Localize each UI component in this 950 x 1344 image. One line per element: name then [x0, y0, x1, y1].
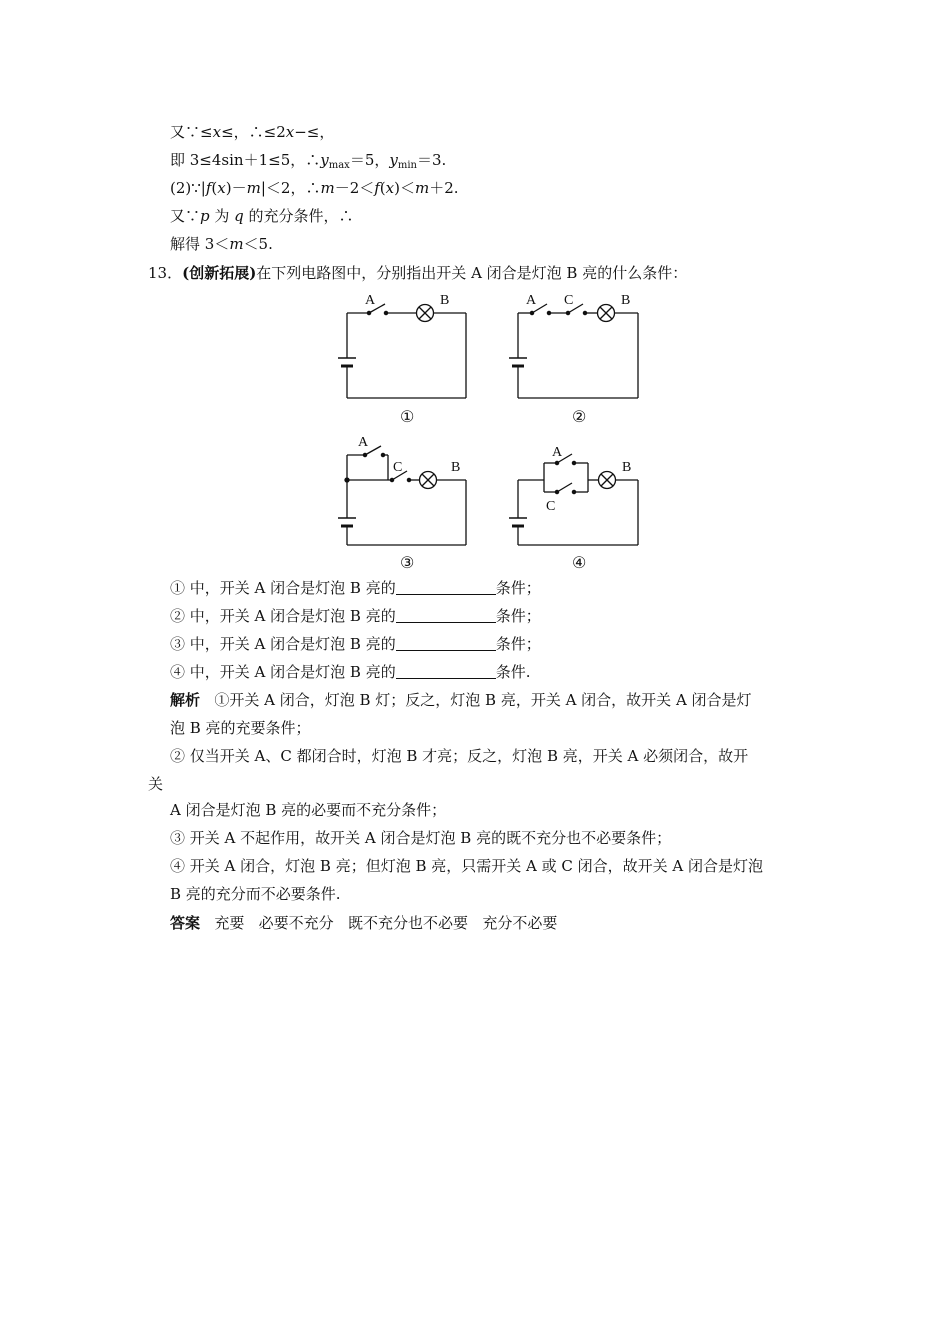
circuit-diagrams [0, 280, 950, 580]
circuit-3-caption: ③ [400, 555, 415, 572]
solution-line-3: (2)∵|f(x)－m|＜2，∴m－2＜f(x)＜m＋2. [170, 179, 459, 197]
solution-line-2: 即 3≤4sin＋1≤5，$\therefore y_{max}=5$，$y_{min}=3$. [170, 151, 447, 171]
circuit-1-label-a: A [365, 293, 376, 308]
analysis-label: 解析 [170, 691, 201, 709]
analysis-line-4: 关 [148, 775, 164, 793]
analysis-line-2: 泡 B 亮的充要条件； [170, 719, 311, 737]
analysis-line-5: A 闭合是灯泡 B 亮的必要而不充分条件； [170, 801, 447, 819]
analysis-line-8: B 亮的充分而不必要条件. [170, 885, 341, 903]
analysis-line-3: ② 仅当开关 A、C 都闭合时，灯泡 B 才亮；反之，灯泡 B 亮，开关 A 必须闭合，故开 [170, 747, 749, 765]
fill-line-4: ④ 中，开关 A 闭合是灯泡 B 亮的 条件. [170, 663, 531, 681]
circuit-2-label-c: C [564, 293, 574, 308]
circuit-1-label-b: B [440, 293, 450, 308]
circuit-3-label-a: A [358, 435, 369, 450]
circuit-4-caption: ④ [572, 555, 587, 572]
solution-line-5: 解得 3＜m＜5. [170, 235, 273, 253]
answer-blank[interactable] [396, 665, 496, 679]
circuit-4-label-a: A [552, 445, 563, 460]
answer-label: 答案 [170, 914, 201, 932]
answer-blank[interactable] [396, 609, 496, 623]
circuit-4 [509, 454, 638, 545]
fill-line-2: ② 中，开关 A 闭合是灯泡 B 亮的 条件； [170, 607, 541, 625]
circuit-1 [338, 304, 466, 398]
analysis-line-1: 解析 ①开关 A 闭合，灯泡 B 灯；反之，灯泡 B 亮，开关 A 闭合，故开关 A 闭合是灯 [170, 691, 752, 709]
circuit-1-caption: ① [400, 409, 415, 426]
solution-line-1: 又∵≤x≤，∴≤2x−≤， [170, 123, 335, 141]
answer-line: 答案 充要 必要不充分 既不充分也不必要 充分不必要 [170, 914, 558, 932]
question-tag: (创新拓展) [182, 264, 257, 282]
analysis-line-7: ④ 开关 A 闭合，灯泡 B 亮；但灯泡 B 亮，只需开关 A 或 C 闭合，故开关 A 闭合是灯泡 [170, 857, 764, 875]
analysis-line-6: ③ 开关 A 不起作用，故开关 A 闭合是灯泡 B 亮的既不充分也不必要条件； [170, 829, 672, 847]
circuit-3-label-b: B [451, 460, 461, 475]
answer-blank[interactable] [396, 637, 496, 651]
circuit-2 [509, 304, 638, 398]
circuit-4-label-b: B [622, 460, 632, 475]
circuit-2-label-a: A [526, 293, 537, 308]
circuit-2-caption: ② [572, 409, 587, 426]
fill-line-1: ① 中，开关 A 闭合是灯泡 B 亮的 条件； [170, 579, 541, 597]
solution-line-4: 又∵p 为 q 的充分条件，∴ [170, 207, 354, 225]
circuit-3-label-c: C [393, 460, 403, 475]
question-text: 在下列电路图中，分别指出开关 A 闭合是灯泡 B 亮的什么条件： [256, 264, 688, 282]
circuit-2-label-b: B [621, 293, 631, 308]
question-number: 13． [148, 264, 183, 282]
fill-line-3: ③ 中，开关 A 闭合是灯泡 B 亮的 条件； [170, 635, 541, 653]
answer-blank[interactable] [396, 581, 496, 595]
circuit-4-label-c: C [546, 499, 556, 514]
